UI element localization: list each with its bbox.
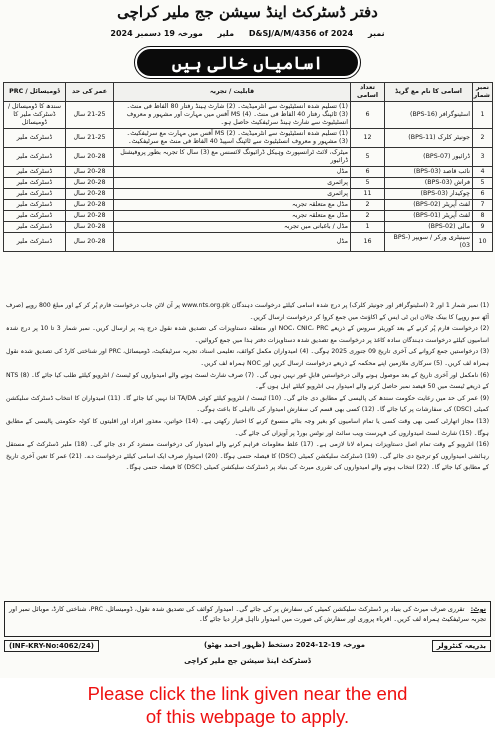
signature-date: مورخہ 19-12-2024 دستخط (ظہور احمد بھٹو) bbox=[204, 641, 365, 649]
table-row bbox=[4, 233, 493, 252]
cell-count: 16 bbox=[351, 233, 385, 252]
terms-and-conditions bbox=[6, 300, 489, 596]
cell-qualification: مڈل مع متعلقہ تجربہ bbox=[114, 211, 351, 222]
cell-post: مالی (BPS-02) bbox=[385, 222, 473, 233]
condition-paragraph: (3) درخواستیں جمع کروانے کی آخری تاریخ 09 جنوری 2025 ہوگی۔ (4) امیدواران مکمل کوائف، تعلیمی اسناد، تجربہ سرٹیفکیٹ، ڈومیسائل، PRC اور شناختی کارڈ کی تصدیق شدہ نقول ہمراہ لف کریں۔ (5) سرکاری ملازمین اپنے محکمہ کے ذریعے درخواست ارسال کریں اور NOC ہمراہ لف کریں۔ bbox=[6, 348, 489, 367]
cell-domicile: ڈسٹرکٹ ملیر bbox=[4, 233, 66, 252]
table-row bbox=[4, 102, 493, 129]
condition-paragraph: (6) نامکمل اور آخری تاریخ کے بعد موصول ہونے والی درخواستیں قابلِ غور نہیں ہوں گی۔ (7) صرف شارٹ لسٹ ہونے والے امیدواروں کو ٹیسٹ / انٹرویو کیلئے طلب کیا جائے گا۔ (8) NTS کے ذریعے ٹیسٹ میں 50 فیصد نمبر حاصل کرنے والے امیدوار ہی انٹرویو کیلئے اہل ہوں گے۔ bbox=[6, 371, 489, 391]
cell-post: ڈرائیور (BPS-07) bbox=[385, 148, 473, 167]
cell-domicile: ڈسٹرکٹ ملیر bbox=[4, 178, 66, 189]
apply-line-1: Please click the link given near the end bbox=[87, 683, 408, 704]
ref-date: مورخہ 19 دسمبر 2024 bbox=[110, 29, 203, 38]
col-header-post: اسامی کا نام مع گریڈ bbox=[385, 83, 473, 102]
reference-line bbox=[30, 29, 465, 41]
cell-age: 20-28 سال bbox=[66, 167, 114, 178]
cell-no: 8 bbox=[473, 211, 493, 222]
cell-qualification: (1) تسلیم شدہ انسٹیٹیوٹ سے انٹرمیڈیٹ۔ (2) MS آفس میں مہارت مع سرٹیفکیٹ۔ (3) مشہور و معروف انسٹیٹیوٹ سے ٹائپنگ اسپیڈ 40 الفاظ فی منٹ مع سرٹیفکیٹ۔ bbox=[114, 129, 351, 148]
cell-age: 20-28 سال bbox=[66, 178, 114, 189]
cell-no: 2 bbox=[473, 129, 493, 148]
note-box bbox=[4, 601, 491, 637]
col-header-no: نمبر شمار bbox=[473, 83, 493, 102]
signature-row bbox=[4, 640, 491, 653]
table-row bbox=[4, 178, 493, 189]
col-header-domicile: ڈومیسائل / PRC bbox=[4, 83, 66, 102]
table-row bbox=[4, 167, 493, 178]
cell-qualification: مڈل bbox=[114, 233, 351, 252]
cell-age: 20-28 سال bbox=[66, 211, 114, 222]
cell-no: 7 bbox=[473, 200, 493, 211]
condition-paragraph: (16) انٹرویو کے وقت تمام اصل دستاویزات ہمراہ لانا لازمی ہے۔ (17) غلط معلومات فراہم کرنے والے امیدوار کی درخواست مسترد کر دی جائے گی۔ (18) ملیر ڈسٹرکٹ کے مستقل رہائشی امیدواروں کو ترجیح دی جائے گی۔ (19) ڈسٹرکٹ سلیکشن کمیٹی (DSC) کا فیصلہ حتمی ہوگا۔ (20) امیدوار صرف ایک اسامی کیلئے درخواست دے۔ (21) عمر کا تعین آخری تاریخ کے مطابق کیا جائے گا۔ (22) انتخاب ہونے والے امیدواروں کی تقرری میرٹ کی بنیاد پر ڈسٹرکٹ سلیکشن کمیٹی (DSC) کا فیصلہ حتمی ہوگا۔ bbox=[6, 441, 489, 472]
vacancies-table bbox=[3, 82, 493, 252]
cell-count: 12 bbox=[351, 129, 385, 148]
cell-qualification: (1) تسلیم شدہ انسٹیٹیوٹ سے انٹرمیڈیٹ۔ (2) شارٹ ہینڈ رفتار 80 الفاظ فی منٹ۔ (3) ٹائپنگ رفتار 40 الفاظ فی منٹ۔ (4) MS آفس میں مہارت اور مشہور و معروف انسٹیٹیوٹ سے شارٹ ہینڈ سرٹیفکیٹ حاصل ہو۔ bbox=[114, 102, 351, 129]
cell-post: سینیٹری ورکر / سویپر (BPS-03) bbox=[385, 233, 473, 252]
cell-domicile: ڈسٹرکٹ ملیر bbox=[4, 167, 66, 178]
cell-qualification: پرائمری bbox=[114, 189, 351, 200]
cell-age: 20-28 سال bbox=[66, 200, 114, 211]
cell-domicile: ڈسٹرکٹ ملیر bbox=[4, 200, 66, 211]
cell-age: 20-28 سال bbox=[66, 148, 114, 167]
cell-post: چوکیدار (BPS-03) bbox=[385, 189, 473, 200]
cell-post: جونیئر کلرک (BPS-11) bbox=[385, 129, 473, 148]
cell-domicile: سندھ کا ڈومیسائل / ڈسٹرکٹ ملیر کا ڈومیسائل bbox=[4, 102, 66, 129]
apply-instruction bbox=[0, 683, 495, 728]
cell-domicile: ڈسٹرکٹ ملیر bbox=[4, 222, 66, 233]
cell-post: اسٹینوگرافر (BPS-16) bbox=[385, 102, 473, 129]
table-row bbox=[4, 200, 493, 211]
cell-age: 20-28 سال bbox=[66, 233, 114, 252]
cell-domicile: ڈسٹرکٹ ملیر bbox=[4, 189, 66, 200]
cell-post: نائب قاصد (BPS-03) bbox=[385, 167, 473, 178]
cell-qualification: پرائمری bbox=[114, 178, 351, 189]
cell-no: 6 bbox=[473, 189, 493, 200]
cell-count: 6 bbox=[351, 167, 385, 178]
note-text: تقرری صرف میرٹ کی بنیاد پر ڈسٹرکٹ سلیکشن کمیٹی کی سفارش پر کی جائے گی۔ امیدوار کوائف کی تصدیق شدہ نقول، ڈومیسائل، PRC، شناختی کارڈ، موبائل نمبر اور تجربہ سرٹیفکیٹ ہمراہ لف کریں۔ اقرباء پروری اور سفارش کی صورت میں امیدوار نااہل قرار دیا جائے گا۔ bbox=[9, 605, 486, 623]
cell-no: 1 bbox=[473, 102, 493, 129]
cell-qualification: میٹرک، لائٹ ٹرانسپورٹ وہیکل ڈرائیونگ لائسنس مع (3) سال کا تجربہ بطور پروفیشنل ڈرائیور bbox=[114, 148, 351, 167]
cell-no: 10 bbox=[473, 233, 493, 252]
cell-age: 20-28 سال bbox=[66, 189, 114, 200]
signatory-title: ڈسٹرکٹ اینڈ سیشن جج ملیر کراچی bbox=[184, 656, 311, 665]
cell-no: 9 bbox=[473, 222, 493, 233]
col-header-count: تعداد اسامی bbox=[351, 83, 385, 102]
cell-no: 3 bbox=[473, 148, 493, 167]
cell-count: 2 bbox=[351, 211, 385, 222]
cell-count: 5 bbox=[351, 148, 385, 167]
cell-no: 5 bbox=[473, 178, 493, 189]
table-row bbox=[4, 211, 493, 222]
cell-post: لفٹ آپریٹر (BPS-02) bbox=[385, 200, 473, 211]
cell-count: 5 bbox=[351, 178, 385, 189]
table-row bbox=[4, 222, 493, 233]
cell-qualification: مڈل bbox=[114, 167, 351, 178]
table-header-row bbox=[4, 83, 493, 102]
table-row bbox=[4, 148, 493, 167]
condition-paragraph: (9) عمر کی حد میں رعایت حکومت سندھ کی پالیسی کے مطابق دی جائے گی۔ (10) ٹیسٹ / انٹرویو کیلئے کوئی TA/DA ادا نہیں کیا جائے گا۔ (11) امیدواران کا انتخاب ڈسٹرکٹ سلیکشن کمیٹی (DSC) کی سفارشات پر کیا جائے گا۔ (12) کسی بھی قسم کی سفارش امیدوار کی نااہلی کا باعث ہوگی۔ bbox=[6, 394, 489, 414]
condition-paragraph: (2) درخواست فارم پُر کرنے کے بعد کوریئر سروس کے ذریعے NOC، CNIC، PRC اور متعلقہ دستاویزات کی تصدیق شدہ نقول درج پتہ پر ارسال کریں۔ نمبر شمار 3 تا 10 پر درج شدہ اسامیوں کیلئے درخواست دہندگان سادہ کاغذ پر درخواست مع تصدیق شدہ دستاویزات دفتر ہذا میں جمع کروائیں۔ bbox=[6, 325, 489, 344]
cell-domicile: ڈسٹرکٹ ملیر bbox=[4, 129, 66, 148]
condition-paragraph: (1) نمبر شمار 1 اور 2 (اسٹینوگرافر اور جونیئر کلرک) پر درج شدہ اسامی کیلئے درخواست دہندگان www.nts.org.pk پر آن لائن جاب درخواست فارم پُر کر کے اور مبلغ 800 روپے (صرف آٹھ سو روپے) کا بینک چالان این ٹی ایس کے اکاؤنٹ میں جمع کروا کر درخواست ارسال کریں۔ bbox=[6, 302, 489, 321]
cell-domicile: ڈسٹرکٹ ملیر bbox=[4, 211, 66, 222]
cell-age: 21-25 سال bbox=[66, 102, 114, 129]
cell-count: 1 bbox=[351, 222, 385, 233]
cell-post: لفٹ آپریٹر (BPS-01) bbox=[385, 211, 473, 222]
table-row bbox=[4, 129, 493, 148]
cell-post: فراش (BPS-03) bbox=[385, 178, 473, 189]
cell-qualification: مڈل مع متعلقہ تجربہ bbox=[114, 200, 351, 211]
cell-age: 20-28 سال bbox=[66, 222, 114, 233]
col-header-qualification: قابلیت / تجربہ bbox=[114, 83, 351, 102]
table-row bbox=[4, 189, 493, 200]
ref-no: D&SJ/A/M/4356 of 2024 bbox=[248, 29, 354, 38]
ref-no-label: نمبر bbox=[367, 29, 385, 38]
cell-count: 2 bbox=[351, 200, 385, 211]
cell-domicile: ڈسٹرکٹ ملیر bbox=[4, 148, 66, 167]
note-label: نوٹ: bbox=[470, 605, 486, 613]
cell-count: 6 bbox=[351, 102, 385, 129]
cell-no: 4 bbox=[473, 167, 493, 178]
office-title: دفتر ڈسٹرکٹ اینڈ سیشن جج ملیر کراچی bbox=[117, 3, 378, 21]
cell-count: 11 bbox=[351, 189, 385, 200]
apply-line-2: of this webpage to apply. bbox=[145, 705, 350, 727]
cell-qualification: مڈل / باغبانی میں تجربہ bbox=[114, 222, 351, 233]
vacancies-banner: اسامیاں خالی ہیں bbox=[135, 47, 360, 78]
cell-age: 21-25 سال bbox=[66, 129, 114, 148]
ref-place: ملیر bbox=[217, 29, 235, 38]
controller-label: بذریعہ کنٹرولر bbox=[432, 640, 491, 652]
col-header-age: عمر کی حد bbox=[66, 83, 114, 102]
condition-paragraph: (13) مجاز اتھارٹی کسی بھی وقت کسی یا تمام اسامیوں کو بغیر وجہ بتائے منسوخ کرنے کا اختیار رکھتی ہے۔ (14) خواتین، معذور افراد اور اقلیتوں کا کوٹہ حکومتی پالیسی کے مطابق ہوگا۔ (15) شارٹ لسٹ امیدواروں کی فہرست ویب سائٹ اور نوٹس بورڈ پر آویزاں کی جائے گی۔ bbox=[6, 417, 489, 437]
inf-number: (INF-KRY-No:4062/24) bbox=[4, 640, 99, 652]
